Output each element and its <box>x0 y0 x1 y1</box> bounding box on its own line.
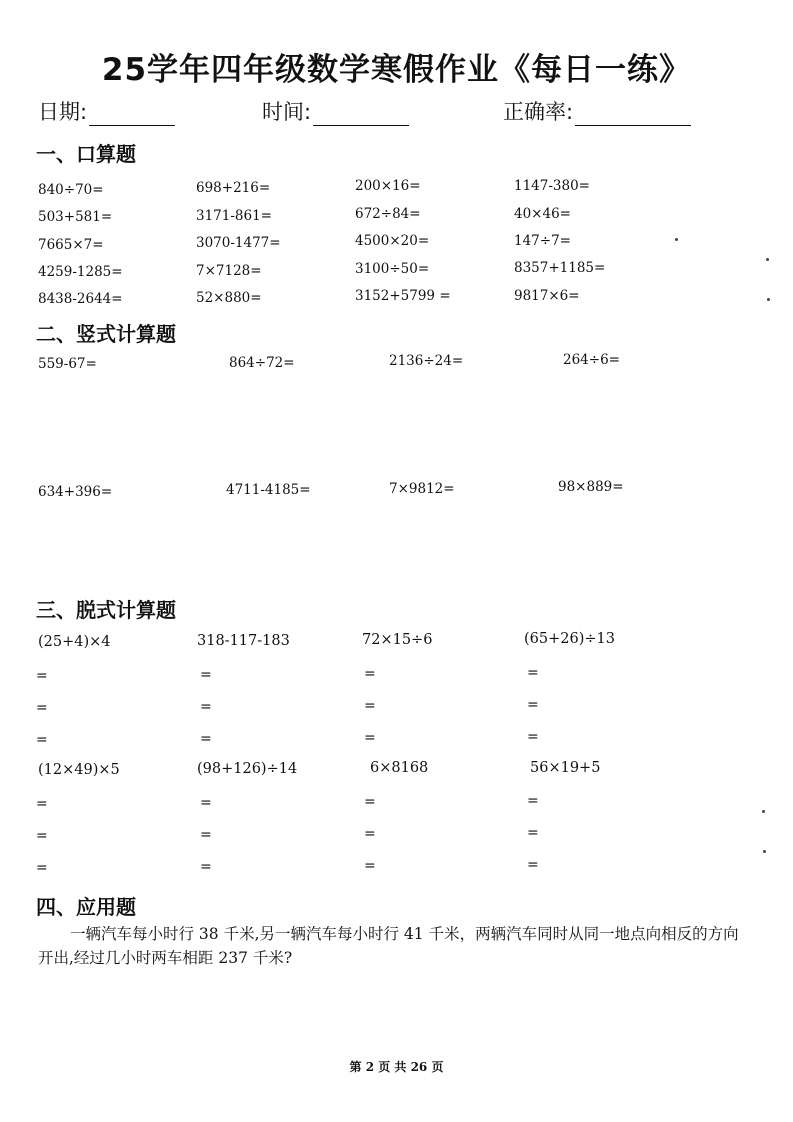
date-field <box>38 96 175 126</box>
scan-speck <box>763 850 766 853</box>
vertical-calc-item: 264÷6= <box>563 352 620 368</box>
equals-sign: = <box>527 729 539 745</box>
vertical-calc-item: 4711-4185= <box>226 482 311 498</box>
time-field <box>262 96 409 126</box>
equals-sign: = <box>200 731 212 747</box>
step-calc-expression: 72×15÷6 <box>362 632 433 648</box>
equals-sign: = <box>36 860 48 876</box>
date-label: 日期: <box>38 100 88 124</box>
equals-sign: = <box>200 667 212 683</box>
step-calc-expression: 318-117-183 <box>197 633 290 649</box>
oral-item: 503+581= <box>38 209 113 225</box>
step-calc-expression: (65+26)÷13 <box>524 631 615 647</box>
oral-item: 3152+5799 = <box>355 288 451 304</box>
step-calc-expression: (25+4)×4 <box>38 634 111 650</box>
vertical-calc-item: 2136÷24= <box>389 353 464 369</box>
equals-sign: = <box>364 826 376 842</box>
page-number: 第 2 页 共 26 页 <box>349 1060 444 1074</box>
equals-sign: = <box>364 794 376 810</box>
oral-item: 7×7128= <box>196 263 262 279</box>
date-blank[interactable] <box>89 105 175 126</box>
equals-sign: = <box>36 700 48 716</box>
step-calc-expression: 6×8168 <box>370 760 429 776</box>
scan-speck <box>766 258 769 261</box>
equals-sign: = <box>36 828 48 844</box>
oral-item: 698+216= <box>196 180 271 196</box>
equals-sign: = <box>36 732 48 748</box>
oral-item: 52×880= <box>196 290 262 306</box>
vertical-calc-item: 634+396= <box>38 484 113 500</box>
time-blank[interactable] <box>313 105 409 126</box>
oral-item: 40×46= <box>514 206 571 222</box>
oral-item: 3070-1477= <box>196 235 281 251</box>
vertical-calc-item: 864÷72= <box>229 355 295 371</box>
equals-sign: = <box>36 796 48 812</box>
oral-item: 9817×6= <box>514 288 580 304</box>
scan-speck <box>767 298 770 301</box>
equals-sign: = <box>364 666 376 682</box>
equals-sign: = <box>527 697 539 713</box>
oral-item: 8357+1185= <box>514 260 606 276</box>
time-label: 时间: <box>262 100 312 124</box>
equals-sign: = <box>200 859 212 875</box>
oral-item: 840÷70= <box>38 182 104 198</box>
accuracy-blank[interactable] <box>575 105 691 126</box>
scan-speck <box>675 238 678 241</box>
equals-sign: = <box>364 730 376 746</box>
equals-sign: = <box>200 827 212 843</box>
vertical-calc-item: 98×889= <box>558 479 624 495</box>
oral-item: 7665×7= <box>38 237 104 253</box>
section-3-heading: 三、脱式计算题 <box>36 598 176 622</box>
accuracy-field <box>503 96 691 126</box>
step-calc-expression: 56×19+5 <box>530 760 601 776</box>
oral-item: 3171-861= <box>196 208 272 224</box>
vertical-calc-item: 559-67= <box>38 356 97 372</box>
step-calc-expression: (12×49)×5 <box>38 762 120 778</box>
equals-sign: = <box>527 665 539 681</box>
section-4-heading: 四、应用题 <box>36 895 136 919</box>
equals-sign: = <box>36 668 48 684</box>
oral-item: 1147-380= <box>514 178 590 194</box>
equals-sign: = <box>527 793 539 809</box>
equals-sign: = <box>527 825 539 841</box>
oral-item: 672÷84= <box>355 206 421 222</box>
oral-item: 8438-2644= <box>38 291 123 307</box>
step-calc-expression: (98+126)÷14 <box>197 761 298 777</box>
vertical-calc-item: 7×9812= <box>389 481 455 497</box>
word-problem-text: 一辆汽车每小时行 38 千米,另一辆汽车每小时行 41 千米，两辆汽车同时从同一地点向相反的方向开出,经过几小时两车相距 237 千米? <box>38 925 739 967</box>
scan-speck <box>762 810 765 813</box>
section-1-heading: 一、口算题 <box>36 142 136 166</box>
oral-item: 4500×20= <box>355 233 430 249</box>
equals-sign: = <box>364 698 376 714</box>
section-2-heading: 二、竖式计算题 <box>36 322 176 346</box>
oral-item: 147÷7= <box>514 233 571 249</box>
oral-item: 200×16= <box>355 178 421 194</box>
oral-item: 4259-1285= <box>38 264 123 280</box>
equals-sign: = <box>200 795 212 811</box>
oral-item: 3100÷50= <box>355 261 430 277</box>
equals-sign: = <box>200 699 212 715</box>
equals-sign: = <box>527 857 539 873</box>
equals-sign: = <box>364 858 376 874</box>
accuracy-label: 正确率: <box>503 100 574 124</box>
page-title: 25学年四年级数学寒假作业《每日一练》 <box>101 52 692 88</box>
